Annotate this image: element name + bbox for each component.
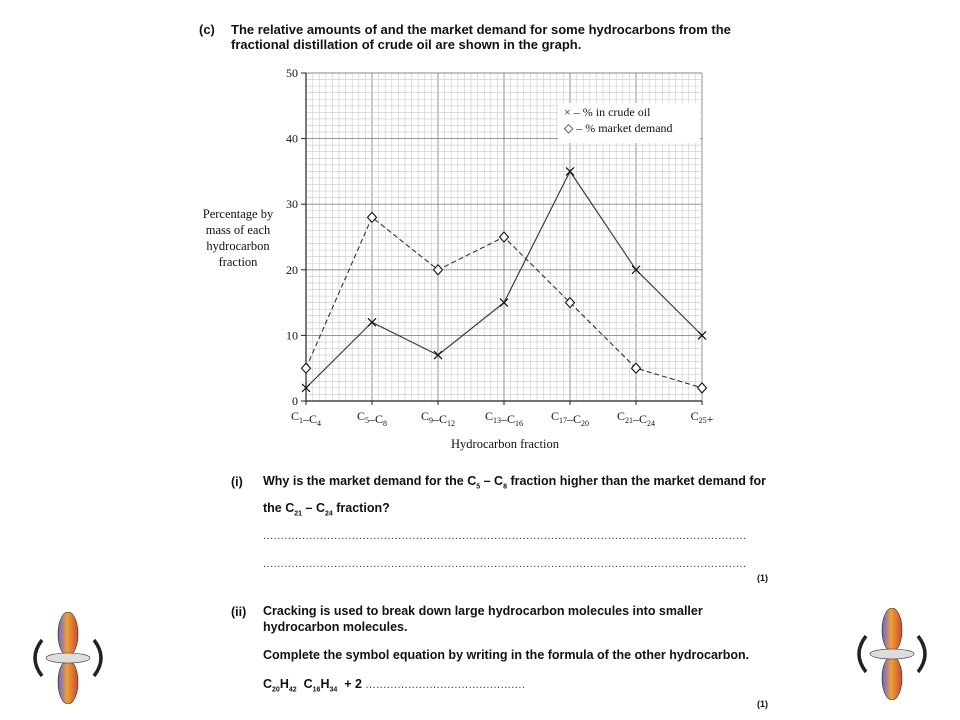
part-ii-instruction: Complete the symbol equation by writing in the formula of the other hydrocarbon.: [263, 648, 750, 662]
y-tick-label: 0: [292, 394, 298, 408]
y-tick-label: 40: [286, 131, 298, 146]
y-tick-label: 10: [286, 328, 298, 343]
x-tick-label: $C_{17}-C_{20}$: [550, 409, 590, 428]
question-part-label: (c): [199, 22, 215, 37]
cracking-equation: $C_{20}H_{42}$ $C_{16}H_{34} + 2$ .............................................: [263, 677, 526, 694]
data-point-diamond: [500, 232, 509, 242]
x-tick-label: $C_{13}-C_{16}$: [484, 409, 524, 428]
chart-xlabel: Hydrocarbon fraction: [451, 437, 559, 451]
x-tick-label: $C_{25}+$: [690, 409, 714, 426]
y-tick-label: 50: [286, 66, 298, 80]
equation-answer-line[interactable]: .............................................: [365, 679, 526, 691]
x-tick-label: $C_5-C_8$: [356, 409, 388, 428]
data-point-diamond: [434, 265, 443, 275]
part-ii-line-2: hydrocarbon molecules.: [263, 620, 408, 634]
part-ii-mark: (1): [757, 699, 768, 709]
d-orbital-icon: [846, 608, 938, 700]
part-i-label: (i): [231, 475, 243, 489]
part-i-line-2: the $C_{21} - C_{24}$ fraction?: [263, 500, 390, 517]
d-orbital-icon: [22, 612, 114, 704]
data-point-diamond: [302, 363, 311, 373]
legend-entry: ◇ – % market demand: [564, 121, 673, 135]
y-tick-label: 20: [286, 262, 298, 277]
chart-legend: [558, 103, 700, 143]
answer-line-1[interactable]: ........................................................................................................................................: [263, 530, 747, 542]
part-ii-line-1: Cracking is used to break down large hydrocarbon molecules into smaller: [263, 604, 703, 618]
chart-ylabel: Percentage by mass of each hydrocarbon fraction: [202, 207, 274, 269]
x-tick-label: $C_9-C_{12}$: [420, 409, 456, 428]
part-i-question: [263, 471, 783, 524]
x-tick-label: $C_{21}-C_{24}$: [616, 409, 656, 428]
part-i-line-1: Why is the market demand for the $C_5 - C_8$ fraction higher than the market demand for: [263, 474, 767, 491]
question-intro: The relative amounts of and the market demand for some hydrocarbons from the fractional distillation of crude oil are shown in the graph.: [231, 22, 731, 52]
answer-line-2[interactable]: ........................................................................................................................................: [263, 558, 747, 570]
part-ii-label: (ii): [231, 605, 247, 619]
y-tick-label: 30: [286, 197, 298, 212]
data-point-diamond: [698, 383, 707, 393]
part-ii-text: [263, 603, 783, 635]
data-point-diamond: [368, 212, 377, 222]
legend-entry: × – % in crude oil: [564, 105, 651, 119]
part-i-mark: (1): [757, 573, 768, 583]
x-tick-label: $C_1-C_4$: [290, 409, 322, 428]
